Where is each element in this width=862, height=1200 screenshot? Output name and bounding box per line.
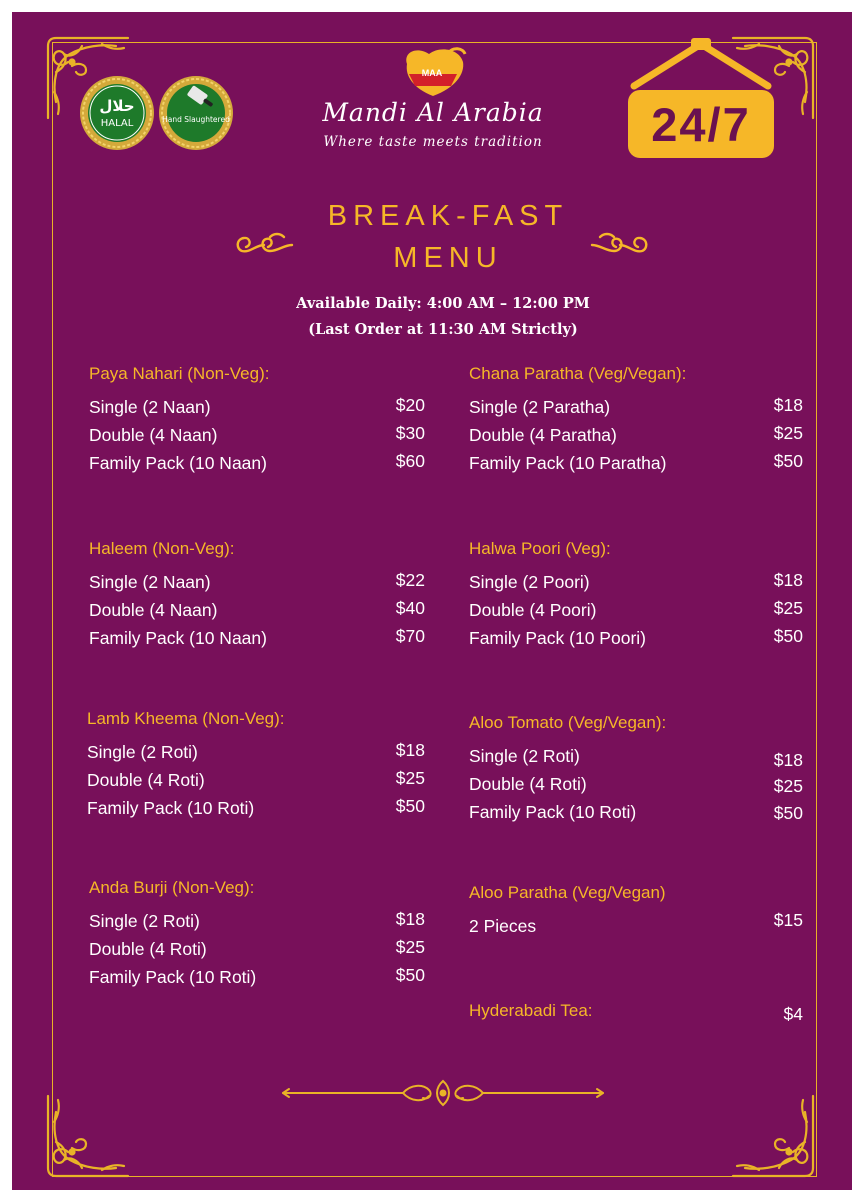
item-price: $4 <box>783 1004 803 1024</box>
menu-item <box>89 599 425 627</box>
menu-item <box>87 741 425 769</box>
section-chana-paratha <box>469 364 803 480</box>
item-name: Double (4 Poori) <box>469 600 597 620</box>
item-name: Family Pack (10 Naan) <box>89 628 267 648</box>
availability-hours: Available Daily: 4:00 AM – 12:00 PM <box>296 295 590 312</box>
menu-item <box>469 1005 803 1033</box>
item-price: $30 <box>395 423 425 443</box>
hanging-hook-icon <box>628 38 778 90</box>
item-price: $50 <box>773 803 803 823</box>
section-lamb-kheema <box>87 709 425 825</box>
item-name: Single (2 Poori) <box>469 572 590 592</box>
item-price: $15 <box>773 910 803 930</box>
section-halwa-poori <box>469 539 803 655</box>
item-price: $20 <box>395 395 425 415</box>
item-price: $22 <box>395 570 425 590</box>
item-price: $50 <box>773 626 803 646</box>
menu-item <box>89 452 425 480</box>
item-price: $25 <box>773 776 803 796</box>
item-price: $25 <box>773 423 803 443</box>
item-name: 2 Pieces <box>469 916 537 936</box>
section-haleem <box>89 539 425 655</box>
menu-item <box>89 938 425 966</box>
section-title: Chana Paratha (Veg/Vegan): <box>469 364 687 383</box>
menu-title-line2: MENU <box>393 242 503 274</box>
section-title: Paya Nahari (Non-Veg): <box>89 364 270 383</box>
item-price: $18 <box>773 395 803 415</box>
item-price: $25 <box>395 937 425 957</box>
menu-item <box>89 396 425 424</box>
item-name: Double (4 Naan) <box>89 425 218 445</box>
item-price: $25 <box>773 598 803 618</box>
halal-badge <box>79 75 155 151</box>
hand-slaughtered-badge <box>158 75 234 151</box>
item-price: $18 <box>395 909 425 929</box>
section-title: Aloo Tomato (Veg/Vegan): <box>469 713 667 732</box>
item-name: Single (2 Roti) <box>89 911 200 931</box>
section-title: Halwa Poori (Veg): <box>469 539 611 558</box>
item-name: Double (4 Naan) <box>89 600 218 620</box>
section-anda-burji <box>89 878 425 994</box>
item-name: Family Pack (10 Roti) <box>89 967 257 987</box>
item-name: Single (2 Naan) <box>89 397 211 417</box>
corner-ornament-bottom-right <box>729 1092 819 1182</box>
availability-last-order: (Last Order at 11:30 AM Strictly) <box>308 321 578 338</box>
item-name: Single (2 Paratha) <box>469 397 611 417</box>
bottom-divider-ornament <box>279 1078 607 1108</box>
menu-item <box>89 424 425 452</box>
menu-item <box>469 452 803 480</box>
section-title: Haleem (Non-Veg): <box>89 539 235 558</box>
brand-logo-mark: MAA <box>421 68 443 78</box>
item-name: Double (4 Roti) <box>89 939 207 959</box>
item-name: Family Pack (10 Poori) <box>469 628 646 648</box>
item-name: Family Pack (10 Naan) <box>89 453 267 473</box>
item-name: Family Pack (10 Paratha) <box>469 453 667 473</box>
menu-page <box>12 12 852 1190</box>
menu-item <box>469 571 803 599</box>
item-price: $40 <box>395 598 425 618</box>
item-name: Single (2 Roti) <box>87 742 198 762</box>
halal-english-text: HALAL <box>100 118 134 129</box>
open-24-7-sign <box>628 38 778 160</box>
item-name: Family Pack (10 Roti) <box>87 798 255 818</box>
menu-item <box>89 910 425 938</box>
item-price: $18 <box>773 750 803 770</box>
item-price: $18 <box>395 740 425 760</box>
section-aloo-paratha <box>469 883 803 943</box>
item-price: $50 <box>773 451 803 471</box>
item-price: $25 <box>395 768 425 788</box>
item-name: Double (4 Paratha) <box>469 425 617 445</box>
brand-name: Mandi Al Arabia <box>322 98 544 127</box>
menu-title-line1: BREAK-FAST <box>327 200 569 232</box>
section-paya-nahari <box>89 364 425 480</box>
item-price: $60 <box>395 451 425 471</box>
item-name: Double (4 Roti) <box>87 770 205 790</box>
item-price: $50 <box>395 796 425 816</box>
menu-item <box>469 396 803 424</box>
menu-item <box>469 745 803 773</box>
section-title: Anda Burji (Non-Veg): <box>89 878 255 897</box>
item-price: $70 <box>395 626 425 646</box>
menu-item <box>469 801 803 829</box>
menu-item <box>469 627 803 655</box>
menu-item <box>87 797 425 825</box>
menu-item <box>469 910 803 943</box>
item-price: $18 <box>773 570 803 590</box>
menu-item <box>89 627 425 655</box>
halal-arabic-text: حلال <box>99 97 135 115</box>
brand-tagline: Where taste meets tradition <box>323 134 543 150</box>
menu-item <box>469 599 803 627</box>
section-hyderabadi-tea <box>469 1001 803 1033</box>
open-hours-label: 24/7 <box>628 90 774 158</box>
corner-ornament-bottom-left <box>42 1092 132 1182</box>
menu-item <box>87 769 425 797</box>
menu-item <box>469 424 803 452</box>
menu-item <box>469 773 803 801</box>
section-title: Lamb Kheema (Non-Veg): <box>87 709 285 728</box>
menu-item <box>89 571 425 599</box>
item-name: Family Pack (10 Roti) <box>469 802 637 822</box>
item-name: Single (2 Roti) <box>469 746 580 766</box>
section-title: Hyderabadi Tea: <box>469 1001 593 1020</box>
item-name: Single (2 Naan) <box>89 572 211 592</box>
section-title: Aloo Paratha (Veg/Vegan) <box>469 883 666 902</box>
menu-item <box>89 966 425 994</box>
hand-slaughtered-text: Hand Slaughtered <box>162 115 230 124</box>
section-aloo-tomato <box>469 713 803 829</box>
item-price: $50 <box>395 965 425 985</box>
item-name: Double (4 Roti) <box>469 774 587 794</box>
